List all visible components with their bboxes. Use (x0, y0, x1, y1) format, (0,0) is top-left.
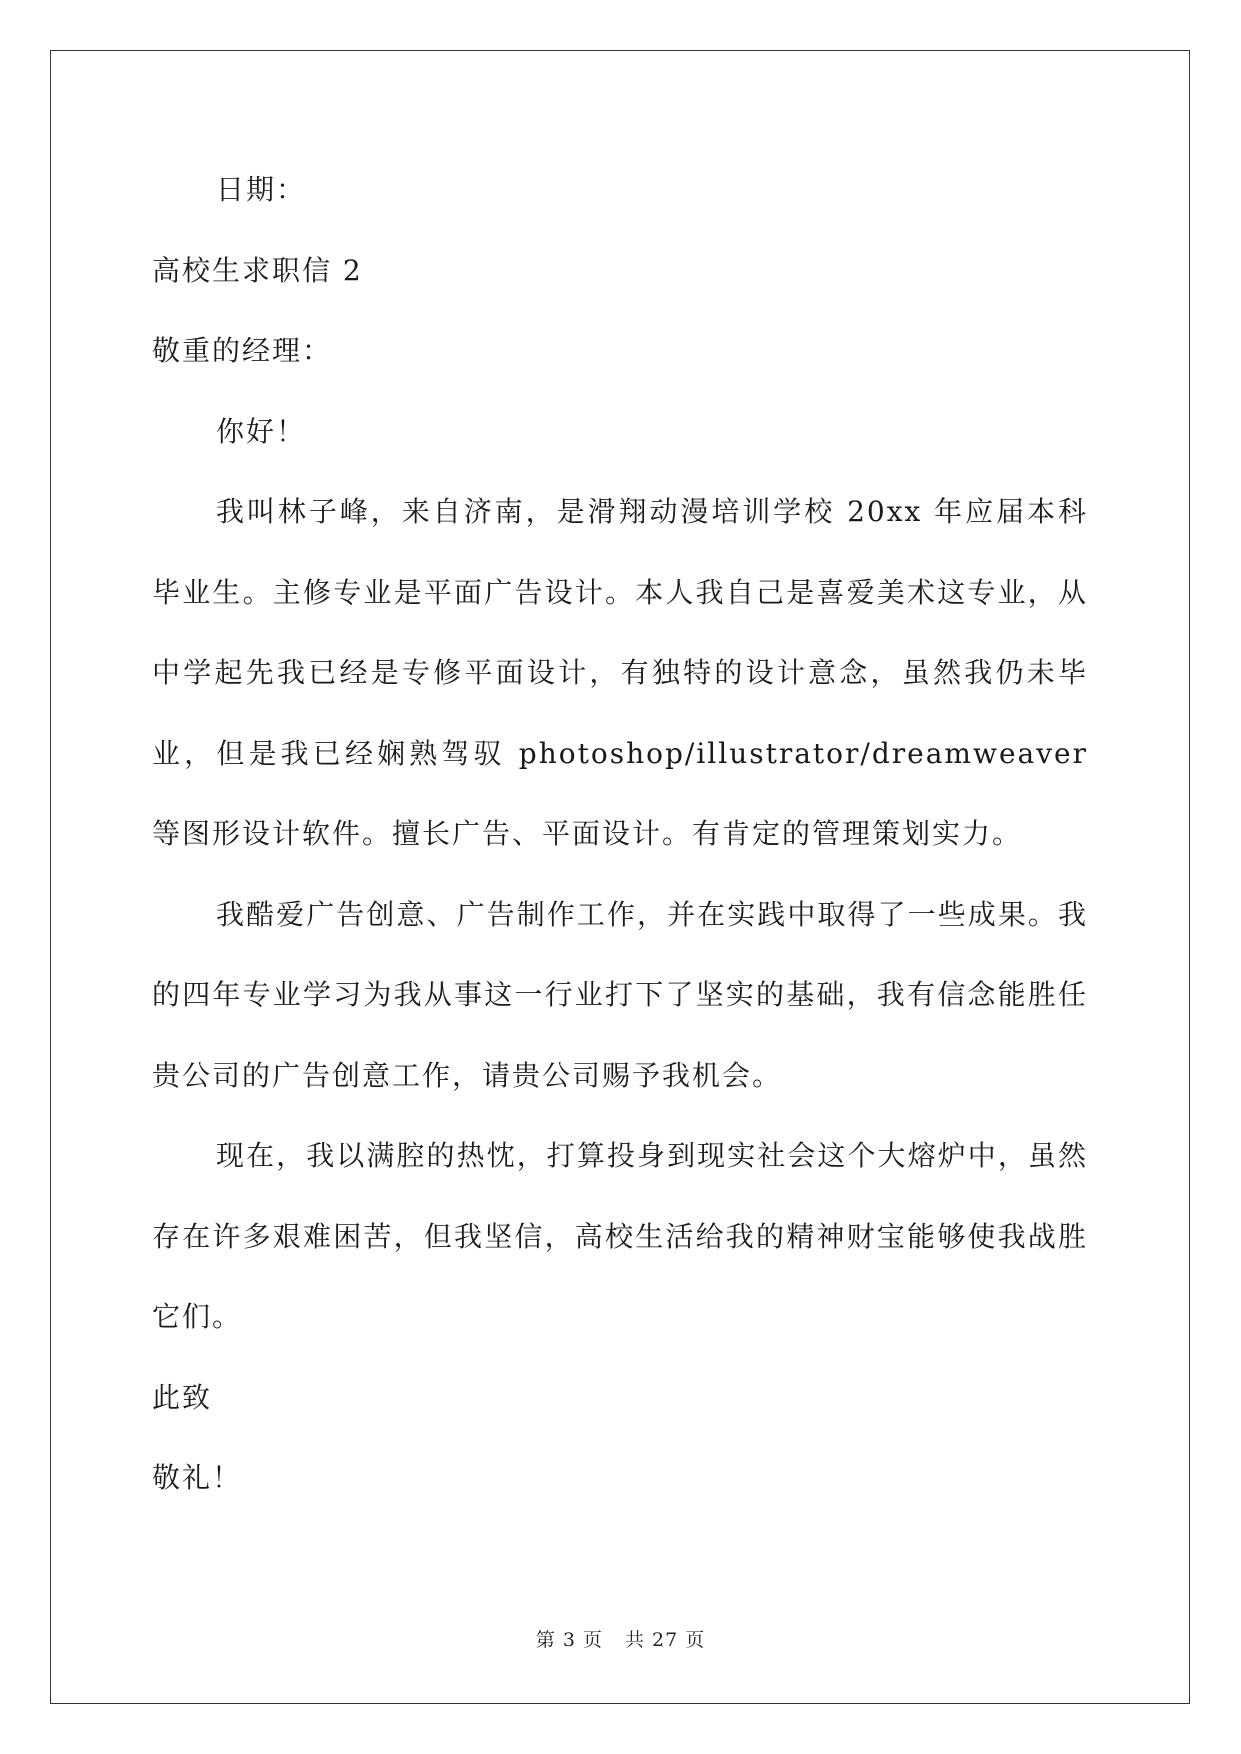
salutation: 敬重的经理： (152, 334, 333, 367)
closing-line-1: 此致 (152, 1380, 213, 1414)
paragraph-3: 现在，我以满腔的热忱，打算投身到现实社会这个大熔炉中，虽然存在许多艰难困苦，但我坚信，高校生活给我的精神财宝能够使我战胜它们。 (152, 1139, 1088, 1333)
page-total: 共 27 页 (624, 1629, 706, 1651)
paragraph-1: 我叫林子峰，来自济南，是滑翔动漫培训学校 20xx 年应届本科毕业生。主修专业是平面广告设计。本人我自己是喜爱美术这专业，从中学起先我已经是专修平面设计，有独特的设计意念，虽然我仍未毕业，但是我已经娴熟驾驭 photoshop/illustrator/dreamweaver 等图形设计软件。擅长广告、平面设计。有肯定的管理策划实力。 (152, 495, 1088, 850)
greeting: 你好！ (216, 414, 307, 448)
closing-line-2: 敬礼！ (152, 1461, 243, 1494)
page-footer (0, 1625, 1241, 1652)
paragraph-2: 我酷爱广告创意、广告制作工作，并在实践中取得了一些成果。我的四年专业学习为我从事这一行业打下了坚实的基础，我有信念能胜任贵公司的广告创意工作，请贵公司赐予我机会。 (152, 897, 1088, 1092)
letter-title: 高校生求职信 2 (152, 253, 363, 287)
letter-body (152, 150, 1088, 1519)
date-label: 日期： (216, 173, 307, 206)
page-number: 第 3 页 (535, 1629, 603, 1651)
